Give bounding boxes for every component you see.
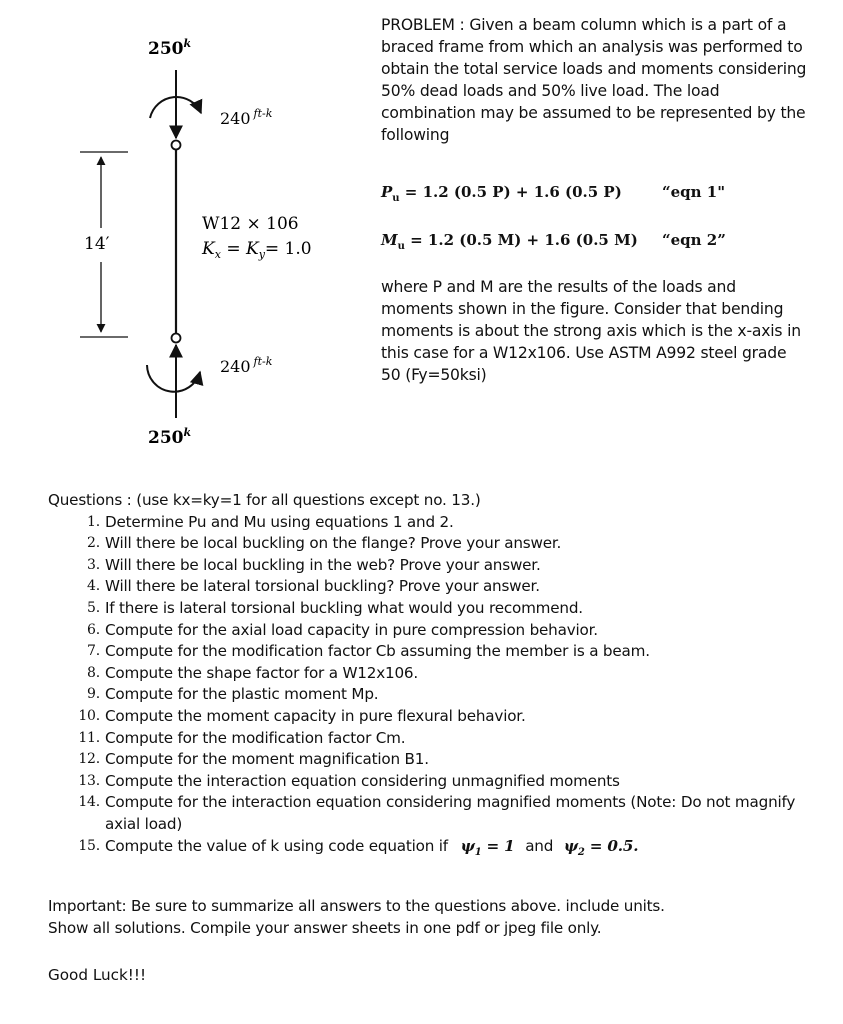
questions-section (48, 490, 808, 863)
question-item: 12. Compute for the moment magnification B1. (78, 750, 429, 769)
psi2-symbol: $\psi_2 = 0.5$. (563, 836, 639, 858)
equation-1: $P_u = 1.2$ (0.5 P) + 1.6 (0.5 P) “eqn 1" (381, 183, 726, 204)
question-item: 4. Will there be lateral torsional buckling? Prove your answer. (87, 577, 540, 596)
questions-header: Questions : (use kx=ky=1 for all questions except no. 13.) (48, 491, 481, 509)
equation-2-tag: “eqn 2” (662, 231, 726, 249)
bottom-load-label: 250$^k$ (148, 426, 192, 448)
bottom-moment-label: 240 $^{ft-k}$ (220, 355, 273, 376)
question-item: 9. Compute for the plastic moment Mp. (87, 685, 379, 704)
length-label: 14′ (84, 234, 110, 254)
good-luck-text: Good Luck!!! (48, 966, 147, 984)
where-paragraph: where P and M are the results of the loads and moments shown in the figure. Consider that bending moments is about the strong axis which is the x-axis in this case for a W12x106. Use ASTM A992 steel grade 50 (Fy=50ksi) (381, 278, 801, 384)
question-item: 8. Compute the shape factor for a W12x106. (87, 663, 419, 682)
bottom-pin-joint (172, 334, 181, 343)
question-item: 6. Compute for the axial load capacity in pure compression behavior. (87, 620, 598, 639)
problem-statement: PROBLEM : Given a beam column which is a part of a braced frame from which an analysis was performed to obtain the total service loads and moments considering 50% dead loads and 50% live load. The load combination may be assumed to be represented by the following (381, 16, 807, 144)
section-label: W12 × 106 (202, 214, 299, 234)
psi1-symbol: $\psi_1 = 1$ (460, 836, 515, 858)
beam-column-figure (0, 0, 360, 470)
top-pin-joint (172, 141, 181, 150)
equation-1-tag: “eqn 1" (662, 183, 726, 201)
question-item: 14. Compute for the interaction equation considering magnified moments (Note: Do not magnify axial load) (78, 793, 796, 833)
k-factor-label: $K_x = K_y= 1.0$ (202, 239, 312, 261)
top-load-label: 250$^k$ (148, 37, 192, 59)
question-item: 7. Compute for the modification factor Cb assuming the member is a beam. (87, 642, 650, 661)
questions-list (48, 512, 808, 864)
top-moment-label: 240 $^{ft-k}$ (220, 107, 273, 128)
question-item-15: 15. Compute the value of k using code equation if $\psi_1 = 1$ and $\psi_2 = 0.5$. (78, 836, 639, 858)
question-item: 10. Compute the moment capacity in pure flexural behavior. (78, 706, 526, 725)
question-item: 1. Determine Pu and Mu using equations 1 and 2. (87, 512, 454, 531)
question-item: 5. If there is lateral torsional buckling what would you recommend. (87, 598, 583, 617)
question-item: 3. Will there be local buckling in the web? Prove your answer. (87, 555, 541, 574)
question-item: 2. Will there be local buckling on the flange? Prove your answer. (87, 534, 562, 553)
question-item: 11. Compute for the modification factor Cm. (78, 728, 406, 747)
question-item: 13. Compute the interaction equation considering unmagnified moments (78, 771, 620, 790)
bottom-moment-arc (147, 365, 200, 392)
important-note: Important: Be sure to summarize all answers to the questions above. include units. Show all solutions. Compile your answer sheets in one pdf or jpeg file only. (48, 897, 665, 937)
equation-2: $M_u = 1.2$ (0.5 M) + 1.6 (0.5 M) “eqn 2” (381, 231, 726, 252)
